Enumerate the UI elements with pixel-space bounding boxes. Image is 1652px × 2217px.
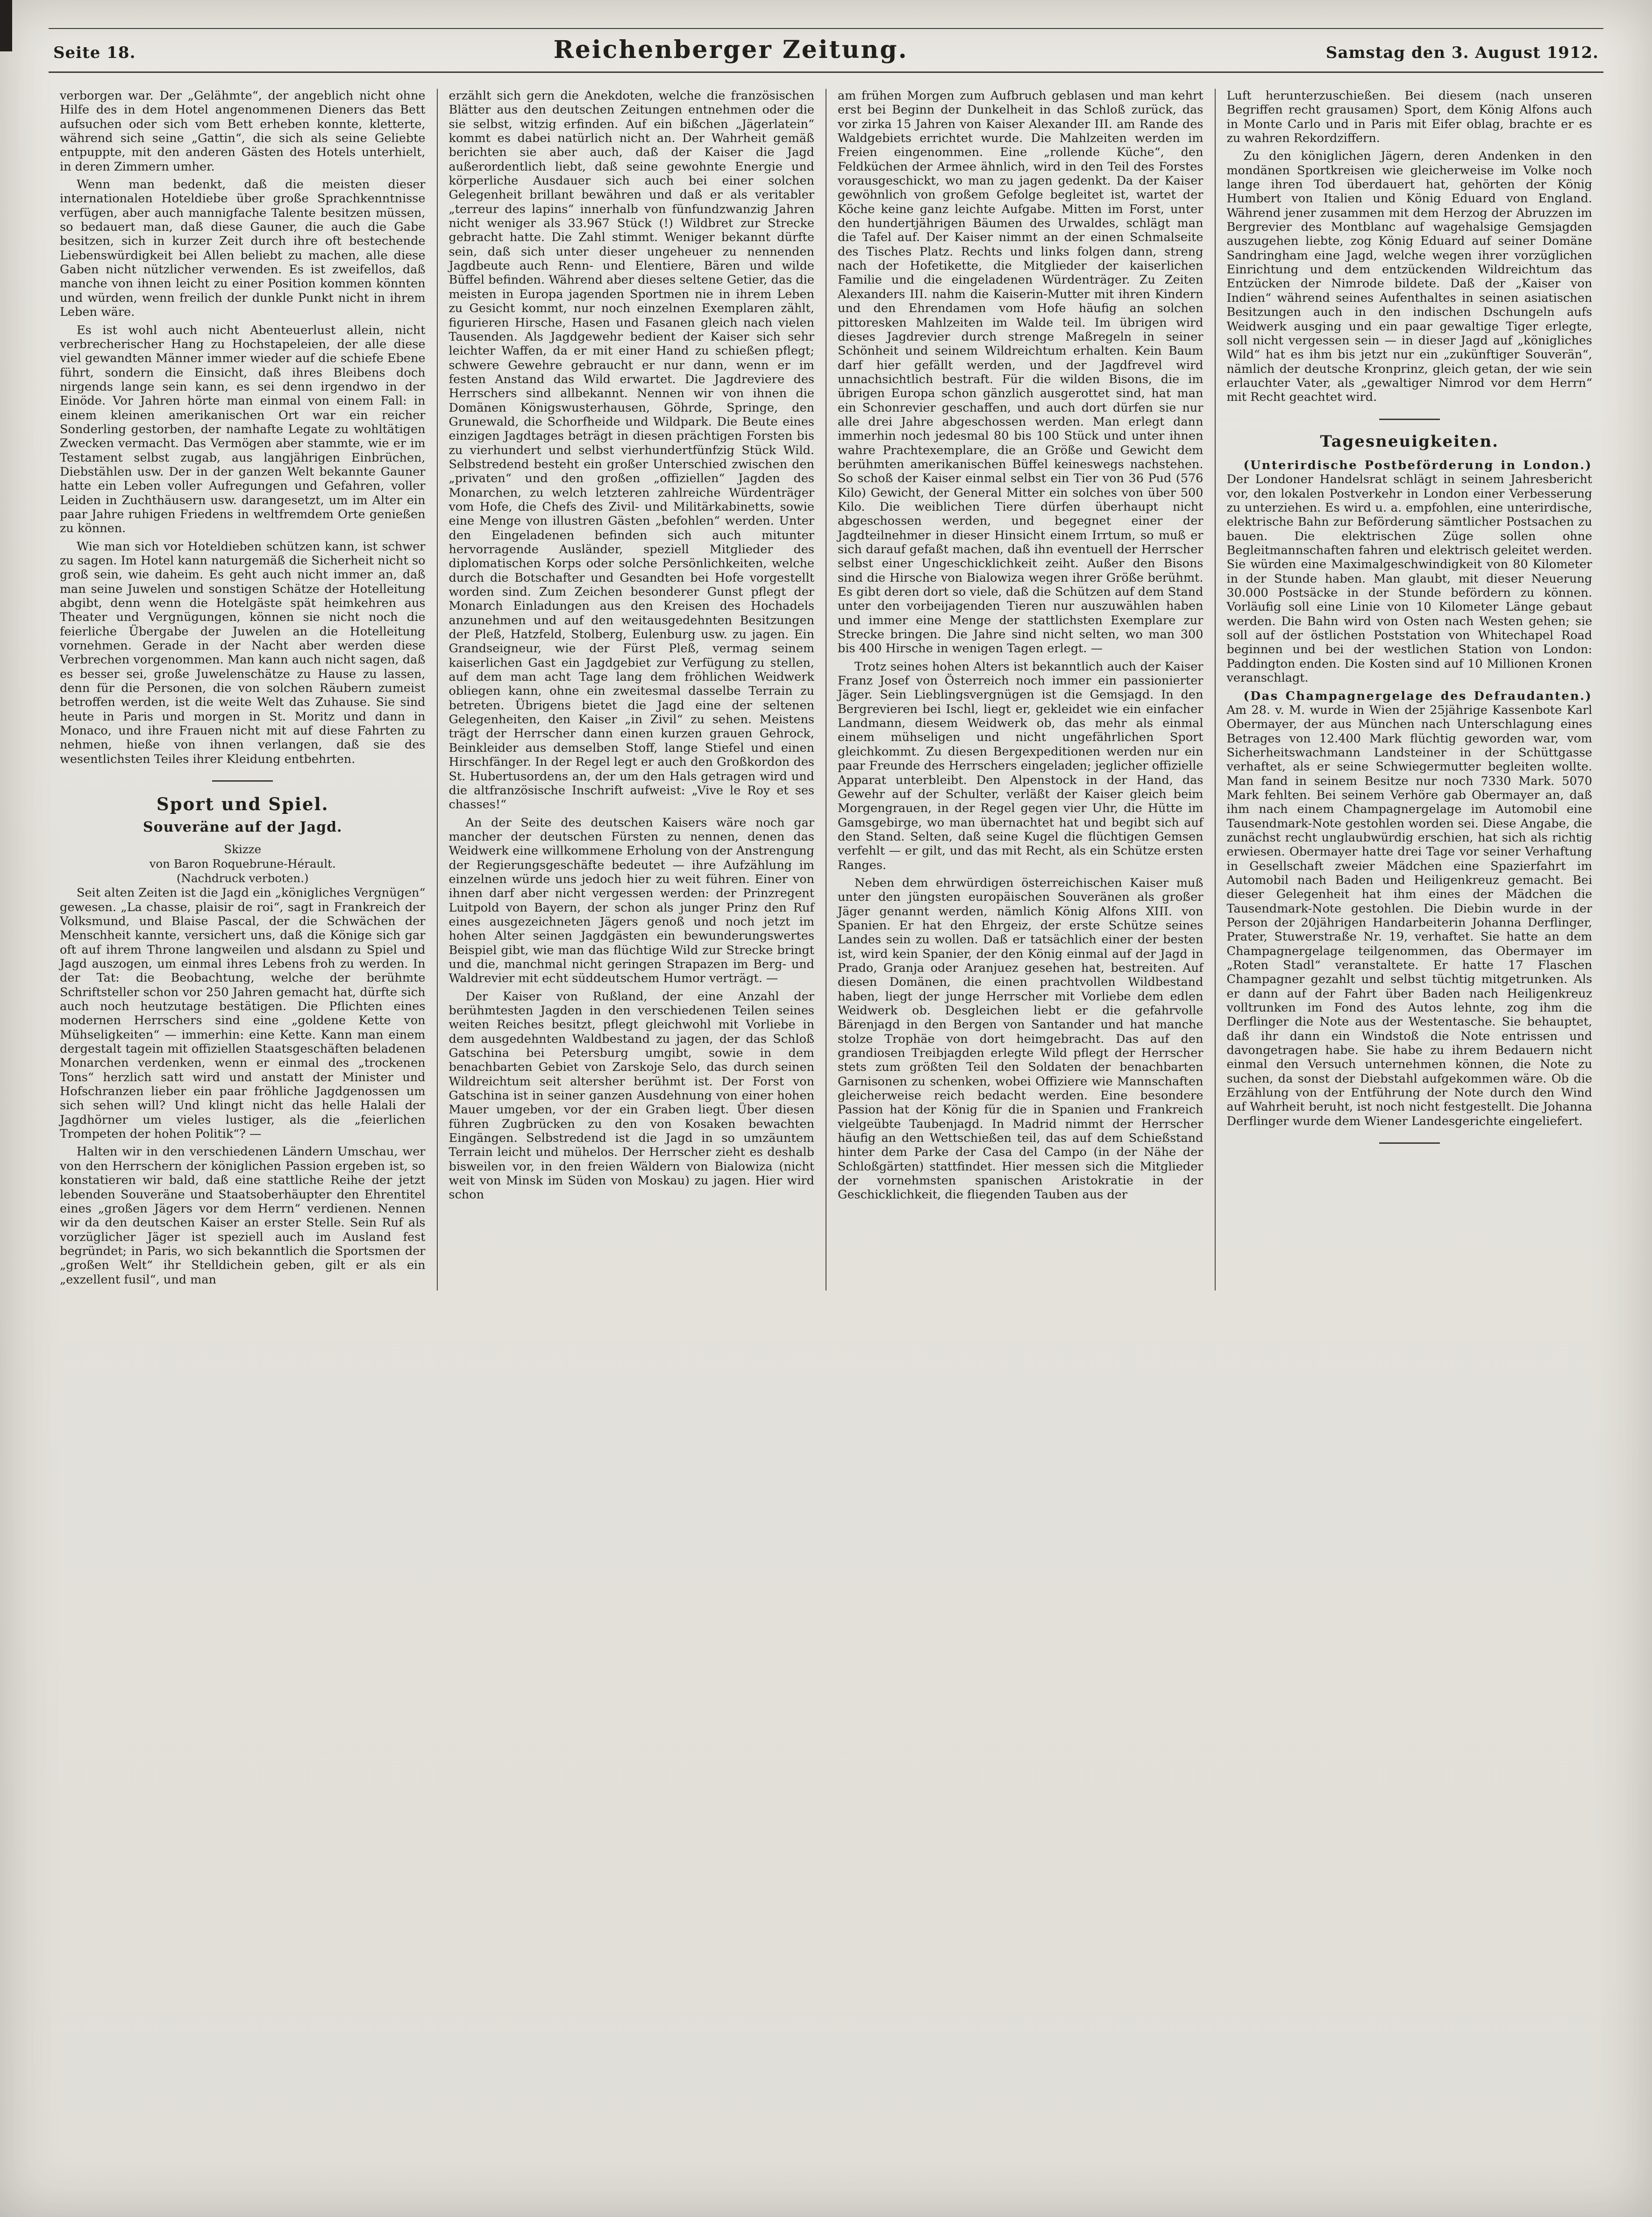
paragraph: Luft herunterzuschießen. Bei diesem (nach unseren Begriffen recht grausamen) Sport, dem König Alfons auch in Monte Carlo und in Paris mit Eifer oblag, brachte er es zu wahren Rekordziffern. bbox=[1226, 89, 1592, 146]
column-1 bbox=[49, 89, 437, 1290]
paragraph: Der Kaiser von Rußland, der eine Anzahl der berühmtesten Jagden in den verschiedenen Teilen seines weiten Reiches besitzt, pflegt gleichwohl mit Vorliebe in dem ausgedehnten Waldbestand zu jagen, der das Schloß Gatschina bei Petersburg umgibt, sowie in dem benachbarten Gebiet von Zarskoje Selo, das durch seinen Wildreichtum seit altersher berühmt ist. Der Forst von Gatschina ist in seiner ganzen Ausdehnung von einer hohen Mauer umgeben, vor der ein Graben liegt. Über diesen führen Zugbrücken zu den von Kosaken bewachten Eingängen. Selbstredend ist die Jagd in so umzäuntem Terrain leicht und mühelos. Der Herrscher zieht es deshalb bisweilen vor, in den freien Wäldern von Bialowiza (nicht weit von Minsk im Süden von Moskau) zu jagen. Hier wird schon bbox=[449, 989, 814, 1202]
paragraph-text: Am 28. v. M. wurde in Wien der 25jährige Kassenbote Karl Obermayer, der aus München nach Unterschlagung eines Betrages von 12.400 Mark flüchtig geworden war, vom Sicherheitswachmann Landsteiner in der Schüttgasse verhaftet, als er seine Schwiegermutter begleiten wollte. Man fand in seinem Besitze nur noch 7330 Mark. 5070 Mark fehlten. Bei seinem Verhöre gab Obermayer an, daß ihm nach einem Champagnergelage im Automobil eine Tausendmark-Note gestohlen worden sei. Diese Angabe, die zunächst recht unglaubwürdig erschien, hat sich als richtig erwiesen. Obermayer hatte drei Tage vor seiner Verhaftung in Gesellschaft zweier Mädchen eine Spazierfahrt im Automobil nach Baden und Heiligenkreuz gemacht. Bei dieser Gelegenheit hat ihm eines der Mädchen die Tausendmark-Note gestohlen. Die Diebin wurde in der Person der 20jährigen Handarbeiterin Johanna Derflinger, Prater, Stuwerstraße Nr. 19, verhaftet. Sie hatte an dem Champagnergelage teilgenommen, das Obermayer im „Roten Stadl“ veranstaltete. Er hatte 17 Flaschen Champagner gezahlt und selbst tüchtig mitgetrunken. Als er dann auf der Fahrt über Baden nach Heiligenkreuz volltrunken im Fond des Autos lehnte, zog ihm die Derflinger die Note aus der Westentasche. Sie behauptet, daß ihr dann ein Windstoß die Note entrissen und davongetragen habe. Sie habe zu ihrem Bedauern nicht einmal den Versuch unternehmen können, die Note zu suchen, da sonst der Diebstahl aufgekommen wäre. Ob die Erzählung von der Entführung der Note durch den Wind auf Wahrheit beruht, ist noch nicht festgestellt. Die Johanna Derflinger wurde dem Wiener Landesgerichte eingeliefert. bbox=[1226, 703, 1592, 1128]
article-subtitle: Souveräne auf der Jagd. bbox=[142, 819, 342, 836]
scan-edge-artifact bbox=[0, 0, 12, 51]
paragraph: Trotz seines hohen Alters ist bekanntlich auch der Kaiser Franz Josef von Österreich noch immer ein passionierter Jäger. Sein Lieblingsvergnügen ist die Gemsjagd. In den Bergrevieren bei Ischl, liegt er, gekleidet wie ein einfacher Landmann, diesem Weidwerk ob, das mehr als einmal einem mühseligen und nicht ungefährlichen Sport gleichkommt. Zu diesen Bergexpeditionen werden nur ein paar Freunde des Herrschers eingeladen; jeglicher offizielle Apparat unterbleibt. Den Alpenstock in der Hand, das Gewehr auf der Schulter, verläßt der Kaiser gleich beim Morgengrauen, in der Regel gegen vier Uhr, die Hütte im Gamsgebirge, wo man übernachtet hat und begibt sich auf den Stand. Selten, daß seine Kugel die flüchtigen Gemsen verfehlt — er gilt, und das mit Recht, als ein Schütze ersten Ranges. bbox=[838, 659, 1203, 872]
paragraph: Es ist wohl auch nicht Abenteuerlust allein, nicht verbrecherischer Hang zu Hochstapeleien, der alle diese viel gewandten Männer immer wieder auf die schiefe Ebene führt, sondern die Einsicht, daß ihres Bleibens doch nirgends lange sein kann, es sei denn irgendwo in der Einöde. Vor Jahren hörte man einmal von einem Fall: in einem kleinen amerikanischen Ort war ein reicher Sonderling gestorben, der namhafte Legate zu wohltätigen Zwecken vermacht. Das Vermögen aber stammte, wie er im Testament selbst zugab, aus langjährigen Einbrüchen, Diebstählen usw. Der in der ganzen Welt bekannte Gauner hatte ein Leben voller Aufregungen und Gefahren, voller Leiden in Zuchthäusern usw. darangesetzt, um im Alter ein paar Jahre ruhigen Friedens in weltfremdem Orte genießen zu können. bbox=[60, 323, 426, 536]
paragraph: Wie man sich vor Hoteldieben schützen kann, ist schwer zu sagen. Im Hotel kann naturgemäß die Sicherheit nicht so groß sein, wie daheim. Es geht auch nicht immer an, daß man seine Juwelen und sonstigen Schätze der Hotelleitung abgibt, denn wenn die Hotelgäste spät heimkehren aus Theater und Vergnügungen, können sie nicht noch die feierliche Übergabe der Juwelen an die Hotelleitung vornehmen. Gerade in der Nacht aber werden diese Verbrechen vorgenommen. Man kann auch nicht sagen, daß es besser sei, große Juwelenschätze zu Hause zu lassen, denn für die Personen, die von solchen Räubern zumeist betroffen werden, ist die weite Welt das Zuhause. Sie sind heute in Paris und morgen in St. Moritz und dann in Monaco, und ihre Frauen nicht mit auf diese Fahrten zu nehmen, hieße von ihnen verlangen, daß sie des wesentlichsten Teiles ihrer Kleidung entbehrten. bbox=[60, 539, 426, 766]
paragraph: Seit alten Zeiten ist die Jagd ein „königliches Vergnügen“ gewesen. „La chasse, plaisir de roi“, sagt in Frankreich der Volksmund, und Blaise Pascal, der die Schwächen der Menschheit kannte, versichert uns, daß die Könige sich gar oft auf ihrem Throne langweilen und alsdann zu Spiel und Jagd auszogen, um einmal ihres Lebens froh zu werden. In der Tat: die Beobachtung, welche der berühmte Schriftsteller schon vor 250 Jahren gemacht hat, dürfte sich auch noch heutzutage bestätigen. Die Pflichten eines modernen Herrschers sind eine „goldene Kette von Mühseligkeiten“ — immerhin: eine Kette. Kann man einem dergestalt tagein mit offiziellen Staatsgeschäften beladenen Monarchen verdenken, wenn er einmal des „trockenen Tons“ herzlich satt wird und anstatt der Minister und Hofschranzen lieber ein paar fröhliche Jagdgenossen um sich sehen will? Und klingt nicht das helle Halali der Jagdhörner um vieles lustiger, als die „feierlichen Trompeten der hohen Politik“? — bbox=[60, 886, 426, 1141]
paragraph-lead: (Das Champagnergelage des Defraudanten.) bbox=[1243, 689, 1592, 703]
issue-date: Samstag den 3. August 1912. bbox=[1325, 43, 1599, 62]
paragraph-lead: (Unterirdische Postbeförderung in London.) bbox=[1243, 458, 1592, 473]
paragraph: verborgen war. Der „Gelähmte“, der angeblich nicht ohne Hilfe des in dem Hotel angenommenen Dieners das Bett aufsuchen oder sich vom Bett erheben konnte, kletterte, während sich seine „Gattin“, die sich als seine Geliebte entpuppte, mit den anderen Gästen des Hotels unterhielt, in deren Zimmern umher. bbox=[60, 89, 426, 174]
column-2 bbox=[437, 89, 826, 1290]
paragraph: am frühen Morgen zum Aufbruch geblasen und man kehrt erst bei Beginn der Dunkelheit in das Schloß zurück, das vor zirka 15 Jahren von Kaiser Alexander III. am Rande des Waldgebiets errichtet wurde. Die Mahlzeiten werden im Freien eingenommen. Eine „rollende Küche“, den Feldküchen der Armee ähnlich, wird in den Teil des Forstes vorausgeschickt, wo man zu jagen gedenkt. Da der Kaiser gewöhnlich von großem Gefolge begleitet ist, wartet der Köche keine ganz leichte Aufgabe. Mitten im Forst, unter den hundertjährigen Bäumen des Urwaldes, schlägt man die Tafel auf. Der Kaiser nimmt an der einen Schmalseite des Tisches Platz. Rechts und links folgen dann, streng nach der Hofetikette, die Mitglieder der kaiserlichen Familie und die eingeladenen Würdenträger. Zu Zeiten Alexanders III. nahm die Kaiserin-Mutter mit ihren Kindern und den Ehrendamen vom Hofe häufig an solchen pittoresken Mahlzeiten im Walde teil. Im übrigen wird dieses Jagdrevier durch strenge Maßregeln in seiner Schönheit und seinem Wildreichtum erhalten. Kein Baum darf hier gefällt werden, und der Jagdfrevel wird unnachsichtlich bestraft. Für die wilden Bisons, die im übrigen Europa schon gänzlich ausgerottet sind, hat man ein Schonrevier geschaffen, und auch dort dürfen sie nur alle drei Jahre abgeschossen werden. Man erlegt dann immerhin noch jedesmal 80 bis 100 Stück und unter ihnen wahre Prachtexemplare, die an Größe und Gewicht dem berühmten amerikanischen Büffel keineswegs nachstehen. So schoß der Kaiser einmal selbst ein Tier von 36 Pud (576 Kilo) Gewicht, der General Mitter ein solches von über 500 Kilo. Die weiblichen Tiere dürfen überhaupt nicht abgeschossen werden, und begegnet einer der Jagdteilnehmer in dieser Hinsicht einem Irrtum, so muß er sich darauf gefaßt machen, daß ihn eventuell der Herrscher selbst einer Ungeschicklichkeit zeiht. Außer den Bisons sind die Hirsche von Bialowiza wegen ihrer Größe berühmt. Es gibt deren dort so viele, daß die Schützen auf dem Stand unter den vorbeijagenden Tieren nur auszuwählen haben und immer eine Menge der stattlichsten Exemplare zur Strecke bringen. Die Jahre sind nicht selten, wo man 300 bis 400 Hirsche in wenigen Tagen erlegt. — bbox=[838, 89, 1203, 656]
byline: von Baron Roquebrune-Hérault. bbox=[149, 857, 336, 870]
paragraph: Halten wir in den verschiedenen Ländern Umschau, wer von den Herrschern der königlichen Passion ergeben ist, so konstatieren wir bald, daß eine stattliche Reihe der jetzt lebenden Souveräne und Staatsoberhäupter den Ehrentitel eines „großen Jägers vor dem Herrn“ verdienen. Nennen wir da den deutschen Kaiser an erster Stelle. Sein Ruf als vorzüglicher Jäger ist speziell auch im Ausland fest begründet; in Paris, wo sich bekanntlich die Sportsmen der „großen Welt“ ihr Stelldichein geben, gilt er als ein „exzellent fusil“, und man bbox=[60, 1145, 426, 1287]
paragraph bbox=[1227, 458, 1593, 685]
paragraph: Wenn man bedenkt, daß die meisten dieser internationalen Hoteldiebe über große Sprachkenntnisse verfügen, aber auch mannigfache Talente besitzen müssen, so bedauert man, daß diese Gauner, die auch die Gabe besitzen, sich in kurzer Zeit durch ihre oft bestechende Liebenswürdigkeit bei Allen beliebt zu machen, alle diese Gaben nicht nützlicher verwenden. Es ist zweifellos, daß manche von ihnen leicht zu einer Position kommen könnten und würden, wenn freilich der dunkle Punkt nicht in ihrem Leben wäre. bbox=[60, 178, 426, 320]
page-header bbox=[49, 28, 1603, 73]
column-4 bbox=[1215, 89, 1604, 1290]
news-section-title: Tagesneuigkeiten. bbox=[1320, 432, 1499, 451]
page-number: Seite 18. bbox=[53, 43, 136, 62]
byline: (Nachdruck verboten.) bbox=[176, 871, 309, 885]
section-title: Sport und Spiel. bbox=[157, 794, 329, 815]
section-separator bbox=[212, 780, 273, 782]
paragraph bbox=[1227, 689, 1593, 1129]
newspaper-title: Reichenberger Zeitung. bbox=[553, 36, 908, 64]
paragraph: An der Seite des deutschen Kaisers wäre noch gar mancher der deutschen Fürsten zu nennen, denen das Weidwerk eine willkommene Erholung von der Anstrengung der Regierungsgeschäfte bedeutet — ihre Aufzählung im einzelnen würde uns jedoch hier zu weit führen. Einer von ihnen darf aber nicht vergessen werden: der Prinzregent Luitpold von Bayern, der schon als junger Prinz den Ruf eines ausgezeichneten Jägers genoß und noch jetzt im hohen Alter seinen Jagdgästen ein bewunderungswertes Beispiel gibt, wie man das flüchtige Wild zur Strecke bringt und die, manchmal nicht geringen Strapazen im Berg- und Waldrevier mit echt süddeutschem Humor verträgt. — bbox=[449, 815, 814, 986]
section-separator bbox=[1379, 1142, 1440, 1144]
section-separator bbox=[1379, 419, 1440, 420]
paragraph: erzählt sich gern die Anekdoten, welche die französischen Blätter aus den deutschen Zeitungen entnehmen oder die sie selbst, witzig erfinden. Auf ein bißchen „Jägerlatein“ kommt es dabei natürlich nicht an. Der Wahrheit gemäß berichten sie aber auch, daß der Kaiser die Jagd außerordentlich liebt, daß seine gewohnte Energie und körperliche Ausdauer sich auch bei einer solchen Gelegenheit brillant bewähren und daß er als veritabler „terreur des lapins“ innerhalb von fünfundzwanzig Jahren nicht weniger als 33.967 Stück (!) Wildbret zur Strecke gebracht hatte. Die Zahl stimmt. Weniger bekannt dürfte sein, daß sich unter dieser ungeheuer zu nennenden Jagdbeute auch Renn- und Elentiere, Bären und wilde Büffel befinden. Während aber dieses seltene Getier, das die meisten in Europa jagenden Sportmen nie in ihrem Leben zu Gesicht kommt, nur noch einzelnen Exemplaren zählt, figurieren Hirsche, Hasen und Fasanen gleich nach vielen Tausenden. Als Jagdgewehr bedient der Kaiser sich sehr leichter Waffen, da er mit einer Hand zu schießen pflegt; schwere Gewehre gebraucht er nur dann, wenn er im festen Anstand das Wild erwartet. Die Jagdreviere des Herrschers sind allbekannt. Nennen wir von ihnen die Domänen Königswusterhausen, Göhrde, Springe, den Grunewald, die Schorfheide und Wildpark. Die Beute eines einzigen Jagdtages beträgt in diesen prächtigen Forsten bis zu vierhundert und selbst vierhundertfünfzig Stück Wild. Selbstredend besteht ein großer Unterschied zwischen den „privaten“ und den großen „offiziellen“ Jagden des Monarchen, zu welch letzteren zahlreiche Würdenträger vom Hofe, die Chefs des Zivil- und Militärkabinetts, sowie eine Menge von illustren Gästen „befohlen“ werden. Unter den Eingeladenen befinden sich auch mitunter hervorragende Ausländer, speziell Mitglieder des diplomatischen Korps oder solche Persönlichkeiten, welche durch die Botschafter und Gesandten bei Hofe vorgestellt worden sind. Zum Zeichen besonderer Gunst pflegt der Monarch Einladungen aus den Kreisen des Hochadels anzunehmen und auf den weitausgedehnten Besitzungen der Pleß, Hatzfeld, Stolberg, Eulenburg usw. zu jagen. Ein Grandseigneur, wie der Fürst Pleß, vermag seinem kaiserlichen Gast ein Jagdgebiet zur Verfügung zu stellen, auf dem man acht Tage lang dem fröhlichen Weidwerk obliegen kann, ohne ein zweitesmal dasselbe Terrain zu betreten. Übrigens bietet die Jagd eine der seltenen Gelegenheiten, den Kaiser „in Zivil“ zu sehen. Meistens trägt der Herrscher dann einen kurzen grauen Gehrock, Beinkleider aus demselben Stoff, lange Stiefel und einen Hirschfänger. In der Regel legt er auch den Großkordon des St. Hubertusordens an, der um den Hals getragen wird und die altfranzösische Inschrift aufweist: „Vive le Roy et ses chasses!“ bbox=[449, 89, 814, 812]
paragraph: Zu den königlichen Jägern, deren Andenken in den mondänen Sportkreisen wie gleicherweise im Volke noch lange ihren Tod überdauert hat, gehörten der König Humbert von Italien und König Eduard von England. Während jener zusammen mit dem Herzog der Abruzzen im Bergrevier des Montblanc auf wagehalsige Gemsjagden auszugehen liebte, zog König Eduard auf seiner Domäne Sandringham eine Jagd, welche wegen ihrer vorzüglichen Einrichtung und dem entzückenden Wildreichtum das Entzücken der Nimrode bildete. Daß der „Kaiser von Indien“ während seines Aufenthaltes in seinen asiatischen Besitzungen auch in den indischen Dschungeln aufs Weidwerk ausging und ein paar gewaltige Tiger erlegte, soll nicht vergessen sein — in dieser Jagd auf „königliches Wild“ hat es ihm bis jetzt nur ein „zukünftiger Souverän“, nämlich der deutsche Kronprinz, gleich getan, der wie sein erlauchter Vater, als „gewaltiger Nimrod vor dem Herrn“ mit Recht geachtet wird. bbox=[1226, 149, 1592, 405]
column-3 bbox=[826, 89, 1215, 1290]
paragraph: Neben dem ehrwürdigen österreichischen Kaiser muß unter den jüngsten europäischen Souveränen als großer Jäger genannt werden, nämlich König Alfons XIII. von Spanien. Er hat den Ehrgeiz, der erste Schütze seines Landes sein zu wollen. Daß er tatsächlich einer der besten ist, wird kein Spanier, der den König einmal auf der Jagd in Prado, Granja oder Aranjuez gesehen hat, bestreiten. Auf diesen Domänen, die einen prachtvollen Wildbestand haben, liegt der junge Herrscher mit Vorliebe dem edlen Weidwerk ob. Desgleichen liebt er die gefahrvolle Bärenjagd in den Bergen von Santander und hat manche stolze Trophäe von dort heimgebracht. Das auf den grandiosen Treibjagden erlegte Wild pflegt der Herrscher stets zum größten Teil den Soldaten der benachbarten Garnisonen zu schenken, wobei Offiziere wie Mannschaften gleicherweise reich bedacht werden. Eine besondere Passion hat der König für die in Spanien und Frankreich vielgeübte Taubenjagd. In Madrid nimmt der Herrscher häufig an den Wettschießen teil, das auf dem Schießstand hinter dem Parke der Casa del Campo (in der Nähe der Schloßgärten) stattfindet. Hier messen sich die Mitglieder der vornehmsten spanischen Aristokratie in der Geschicklichkeit, die fliegenden Tauben aus der bbox=[838, 876, 1203, 1202]
paragraph-text: Der Londoner Handelsrat schlägt in seinem Jahresbericht vor, den lokalen Postverkehr in London einer Verbesserung zu unterziehen. Es wird u. a. empfohlen, eine unterirdische, elektrische Bahn zur Beförderung sämtlicher Postsachen zu bauen. Die elektrischen Züge sollen ohne Begleitmannschaften fahren und elektrisch geleitet werden. Sie würden eine Maximalgeschwindigkeit von 80 Kilometer in der Stunde haben. Man glaubt, mit dieser Neuerung 30.000 Postsäcke in der Stunde befördern zu können. Vorläufig soll eine Linie von 10 Kilometer Länge gebaut werden. Die Bahn wird von Osten nach Westen gehen; sie soll auf der östlichen Poststation von Whitechapel Road beginnen und bei der westlichen Station von London: Paddington enden. Die Kosten sind auf 10 Millionen Kronen veranschlagt. bbox=[1226, 472, 1592, 685]
byline: Skizze bbox=[224, 842, 262, 856]
article-columns bbox=[49, 89, 1603, 1290]
